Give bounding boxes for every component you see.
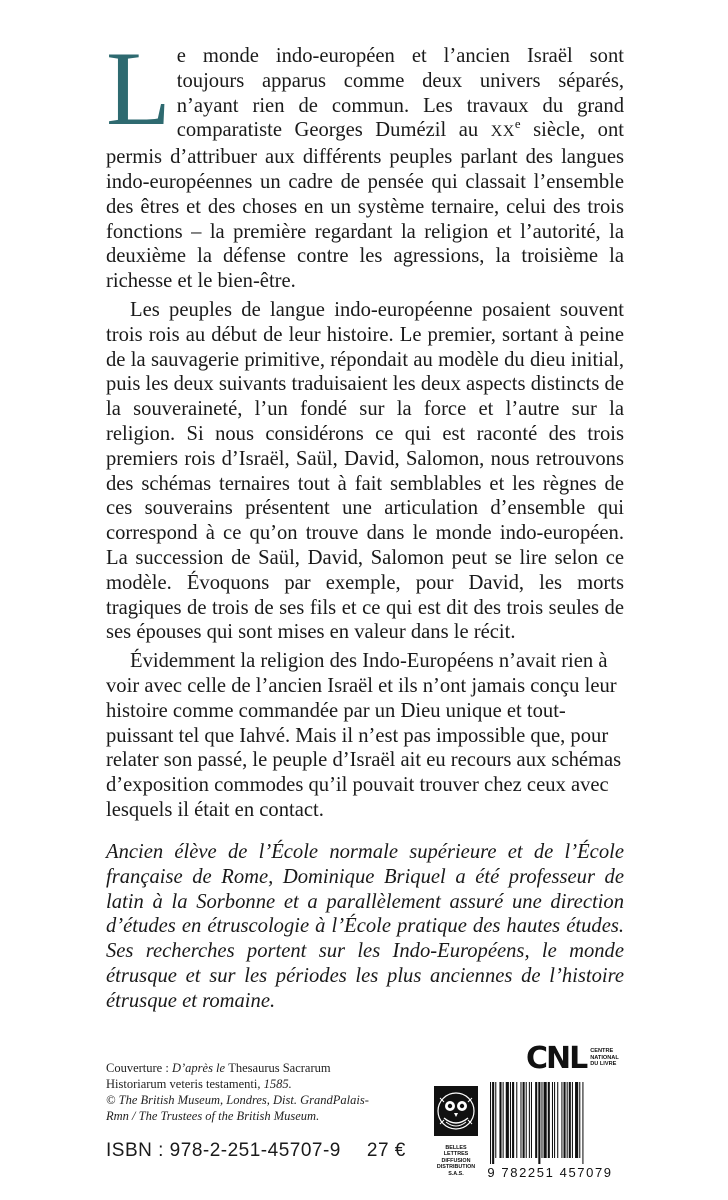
credits-line-2: Historiarum veteris testamenti (106, 1077, 258, 1091)
distributor-line-3: DISTRIBUTION (436, 1164, 476, 1171)
cnl-line-3: DU LIVRE (590, 1061, 617, 1068)
isbn-line (106, 1140, 406, 1162)
credits-year: , 1585. (257, 1077, 292, 1091)
century-numeral: XX (490, 123, 515, 141)
cnl-subtitle (590, 1048, 618, 1067)
distributor-line-1: BELLES LETTRES (443, 1145, 469, 1158)
cover-credits (106, 1060, 436, 1124)
cnl-line-1: CENTRE (590, 1048, 614, 1055)
cnl-line-2: NATIONAL (590, 1054, 619, 1061)
cnl-mark: CNL (526, 1040, 587, 1076)
barcode-bars-icon (484, 1082, 616, 1164)
cnl-logo (526, 1038, 619, 1078)
credits-label: Couverture : (106, 1061, 172, 1075)
isbn-number: ISBN : 978-2-251-45707-9 (106, 1140, 341, 1161)
drop-cap-letter: L (106, 30, 171, 147)
biography-text: Ancien élève de l’École normale supérieure et de l’École française de Rome, Dominique Briquel a été professeur de latin à la Sorbonne et a parallèlement assuré une direction d’études en étruscologie à l’École pratique des hautes études. Ses recherches portent sur les Indo-Européens, le monde étrusque et sur les périodes les plus anciennes de l’histoire étrusque et romaine. (106, 841, 624, 1012)
paragraph-1-text: e monde indo-européen et l’ancien Israël sont toujours apparus comme deux univers séparés, n’ayant rien de commun. Les travaux du grand comparatiste Georges Dumézil au (176, 45, 624, 142)
paragraph-1-end: siècle, ont permis d’attribuer aux différents peuples parlant des langues indo-européennes un cadre de pensée qui classait l’ensemble des êtres et des choses en un système ternaire, celui des trois fonctions – la première regardant la religion et l’autorité, la deuxième la défense contre les agressions, la troisième la richesse et le bien-être. (106, 119, 624, 293)
price: 27 € (366, 1140, 406, 1161)
paragraph-2: Les peuples de langue indo-européenne posaient souvent trois rois au début de leur histoire. Le premier, sortant à peine de la sauvagerie primitive, répondait au modèle du dieu initial, puis les deux suivants traduisaient les deux aspects distincts de la souveraineté, l’un fondé sur la force et l’autre sur la religion. Si nous considérons ce qui est raconté des trois premiers rois d’Israël, Saül, David, Salomon, nous retrouvons des schémas ternaires tout à fait semblables et les règnes de ces souverains présentent une articulation d’ensemble qui correspond à ce qu’on trouve dans le monde indo-européen. La succession de Saül, David, Salomon peut se lire selon ce modèle. Évoquons par exemple, pour David, les morts tragiques de trois de ses fils et ce qui est dit des trois seules de ses épouses qui sont mises en valeur dans le récit. (106, 298, 624, 644)
credits-work: Thesaurus Sacrarum (228, 1061, 331, 1075)
paragraph-1 (106, 30, 624, 294)
distributor-line-4: S.A.S. (448, 1170, 464, 1177)
century-superscript: e (514, 117, 521, 132)
credits-after: D’après le (171, 1061, 229, 1075)
credits-line-3: © The British Museum, Londres, Dist. GrandPalais- (106, 1093, 369, 1107)
back-cover-text (106, 30, 624, 827)
distributor-text (434, 1145, 478, 1177)
owl-emblem-icon (434, 1086, 478, 1136)
credits-line-4: Rmn / The Trustees of the British Museum. (106, 1109, 320, 1123)
barcode-digits: 9 782251 457079 (487, 1165, 613, 1180)
distributor-logo (434, 1086, 478, 1184)
distributor-line-2: DIFFUSION (441, 1157, 471, 1164)
barcode (484, 1082, 616, 1182)
paragraph-3: Évidemment la religion des Indo-Européens n’avait rien à voir avec celle de l’ancien Israël et ils n’ont jamais conçu leur histoire comme commandée par un Dieu unique et tout-puissant tel que Iahvé. Mais il n’est pas impossible que, pour relater son passé, le peuple d’Israël ait eu recours aux schémas d’exposition commodes qu’il pouvait trouver chez ceux avec lesquels il était en contact. (106, 650, 622, 821)
author-biography (106, 840, 624, 1014)
